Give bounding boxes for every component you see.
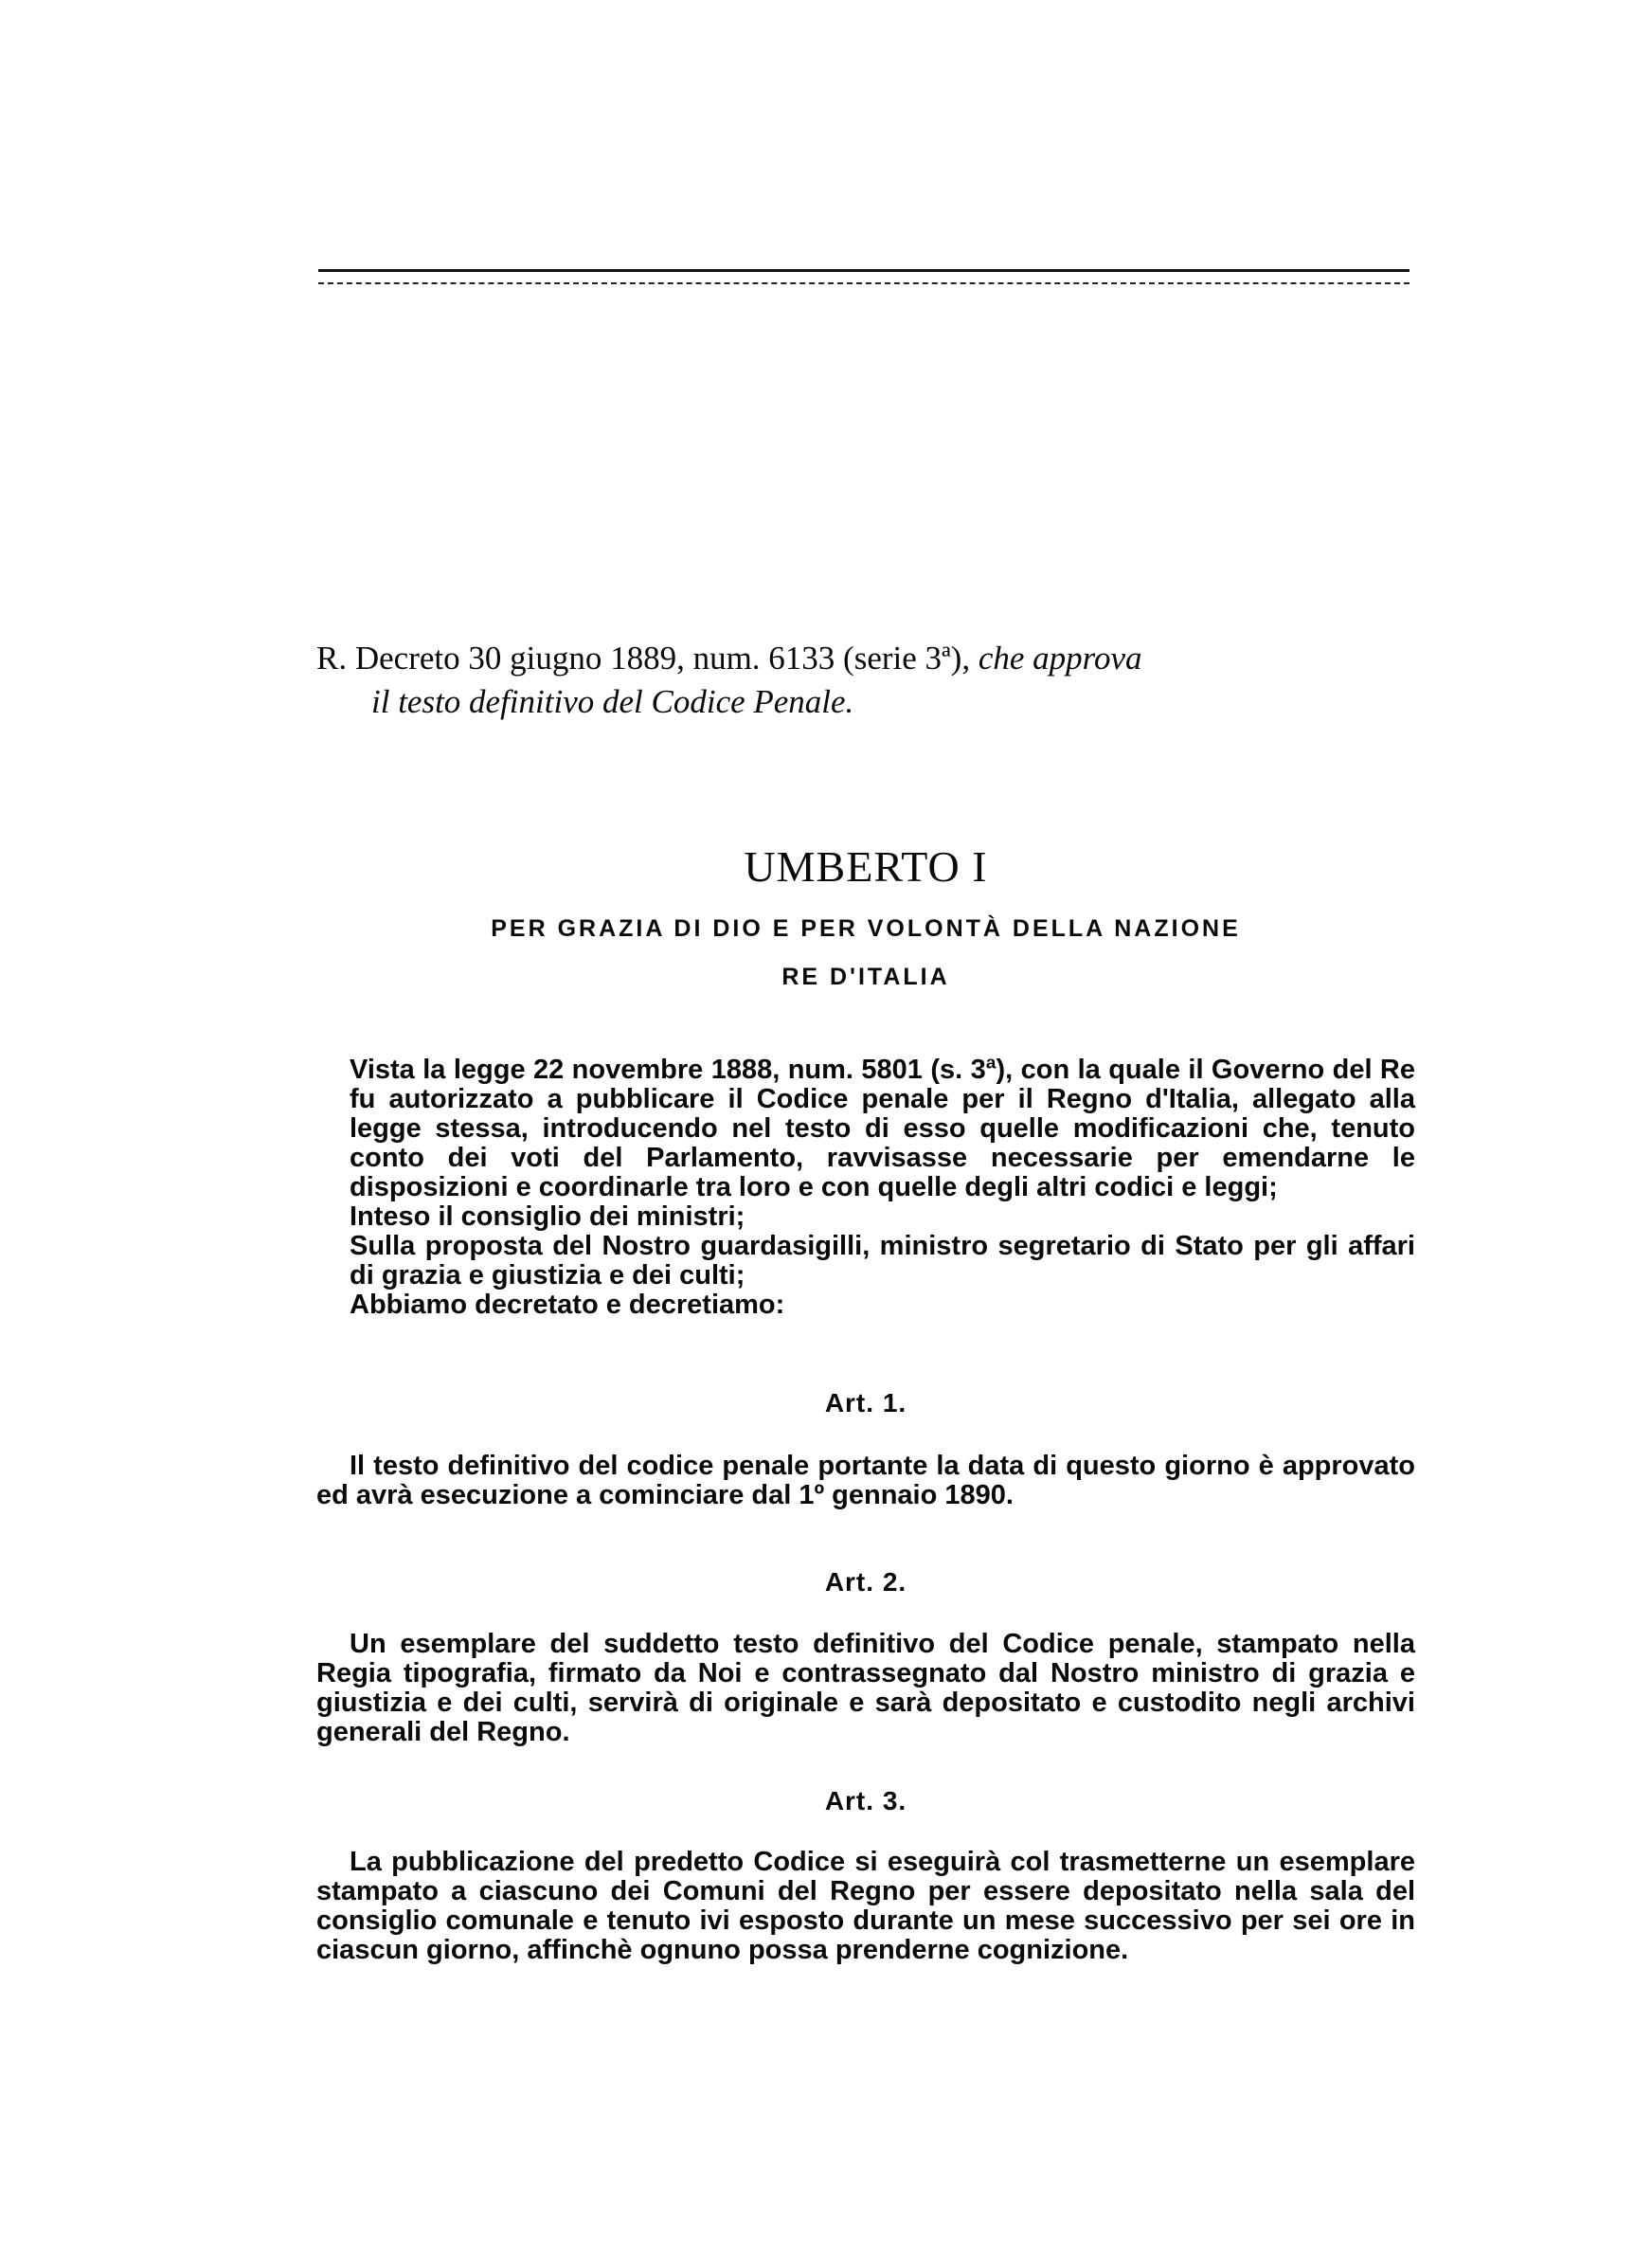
sovereign-name: UMBERTO I bbox=[744, 842, 988, 891]
header-rule-top bbox=[318, 269, 1410, 272]
article-1-title: Art. 1. bbox=[824, 1388, 907, 1417]
article-2-text: Un esemplare del suddetto testo definitivo del Codice penale, stampato nella Regia tipografia, firmato da Noi e contrassegnato dal Nostro ministro di grazia e giustizia e dei culti, servirà di originale e sarà depositato e custodito negli archivi generali del Regno. bbox=[316, 1629, 1415, 1747]
royal-formula-line2: RE D'ITALIA bbox=[781, 964, 950, 990]
decree-heading-line2: il testo definitivo del Codice Penale. bbox=[371, 683, 854, 720]
decree-heading-roman: R. Decreto 30 giugno 1889, num. 6133 (serie 3ª), bbox=[316, 640, 971, 677]
decree-heading-italic: che approva bbox=[978, 640, 1142, 677]
article-3-text: La pubblicazione del predetto Codice si eseguirà col trasmetterne un esemplare stampato a ciascuno dei Comuni del Regno per essere depositato nella sala del consiglio comunale e tenuto ivi esposto durante un mese successivo per sei ore in ciascun giorno, affinchè ognuno possa prenderne cognizione. bbox=[316, 1847, 1415, 1965]
article-1-text: Il testo definitivo del codice penale portante la data di questo giorno è approvato ed avrà esecuzione a cominciare dal 1º gennaio 1890. bbox=[316, 1451, 1415, 1510]
article-3-title: Art. 3. bbox=[824, 1786, 907, 1815]
preamble-paragraph-decretiamo: Abbiamo decretato e decretiamo: bbox=[350, 1290, 785, 1320]
royal-formula-line1: PER GRAZIA DI DIO E PER VOLONTÀ DELLA NAZIONE bbox=[491, 915, 1241, 942]
header-rule-bottom bbox=[318, 282, 1410, 284]
preamble bbox=[316, 1056, 1415, 1320]
article-2-title: Art. 2. bbox=[824, 1567, 907, 1597]
preamble-paragraph-vista: Vista la legge 22 novembre 1888, num. 5801 (s. 3ª), con la quale il Governo del Re fu autorizzato a pubblicare il Codice penale per il Regno d'Italia, allegato alla legge stessa, introducendo nel testo di esso quelle modificazioni che, tenuto conto dei voti del Parlamento, ravvisasse necessarie per emendarne le disposizioni e coordinarle tra loro e con quelle degli altri codici e leggi; bbox=[350, 1055, 1415, 1202]
preamble-paragraph-inteso: Inteso il consiglio dei ministri; bbox=[350, 1201, 745, 1232]
decree-heading bbox=[316, 637, 1415, 724]
preamble-paragraph-proposta: Sulla proposta del Nostro guardasigilli, ministro segretario di Stato per gli affari di grazia e giustizia e dei culti; bbox=[350, 1231, 1415, 1291]
